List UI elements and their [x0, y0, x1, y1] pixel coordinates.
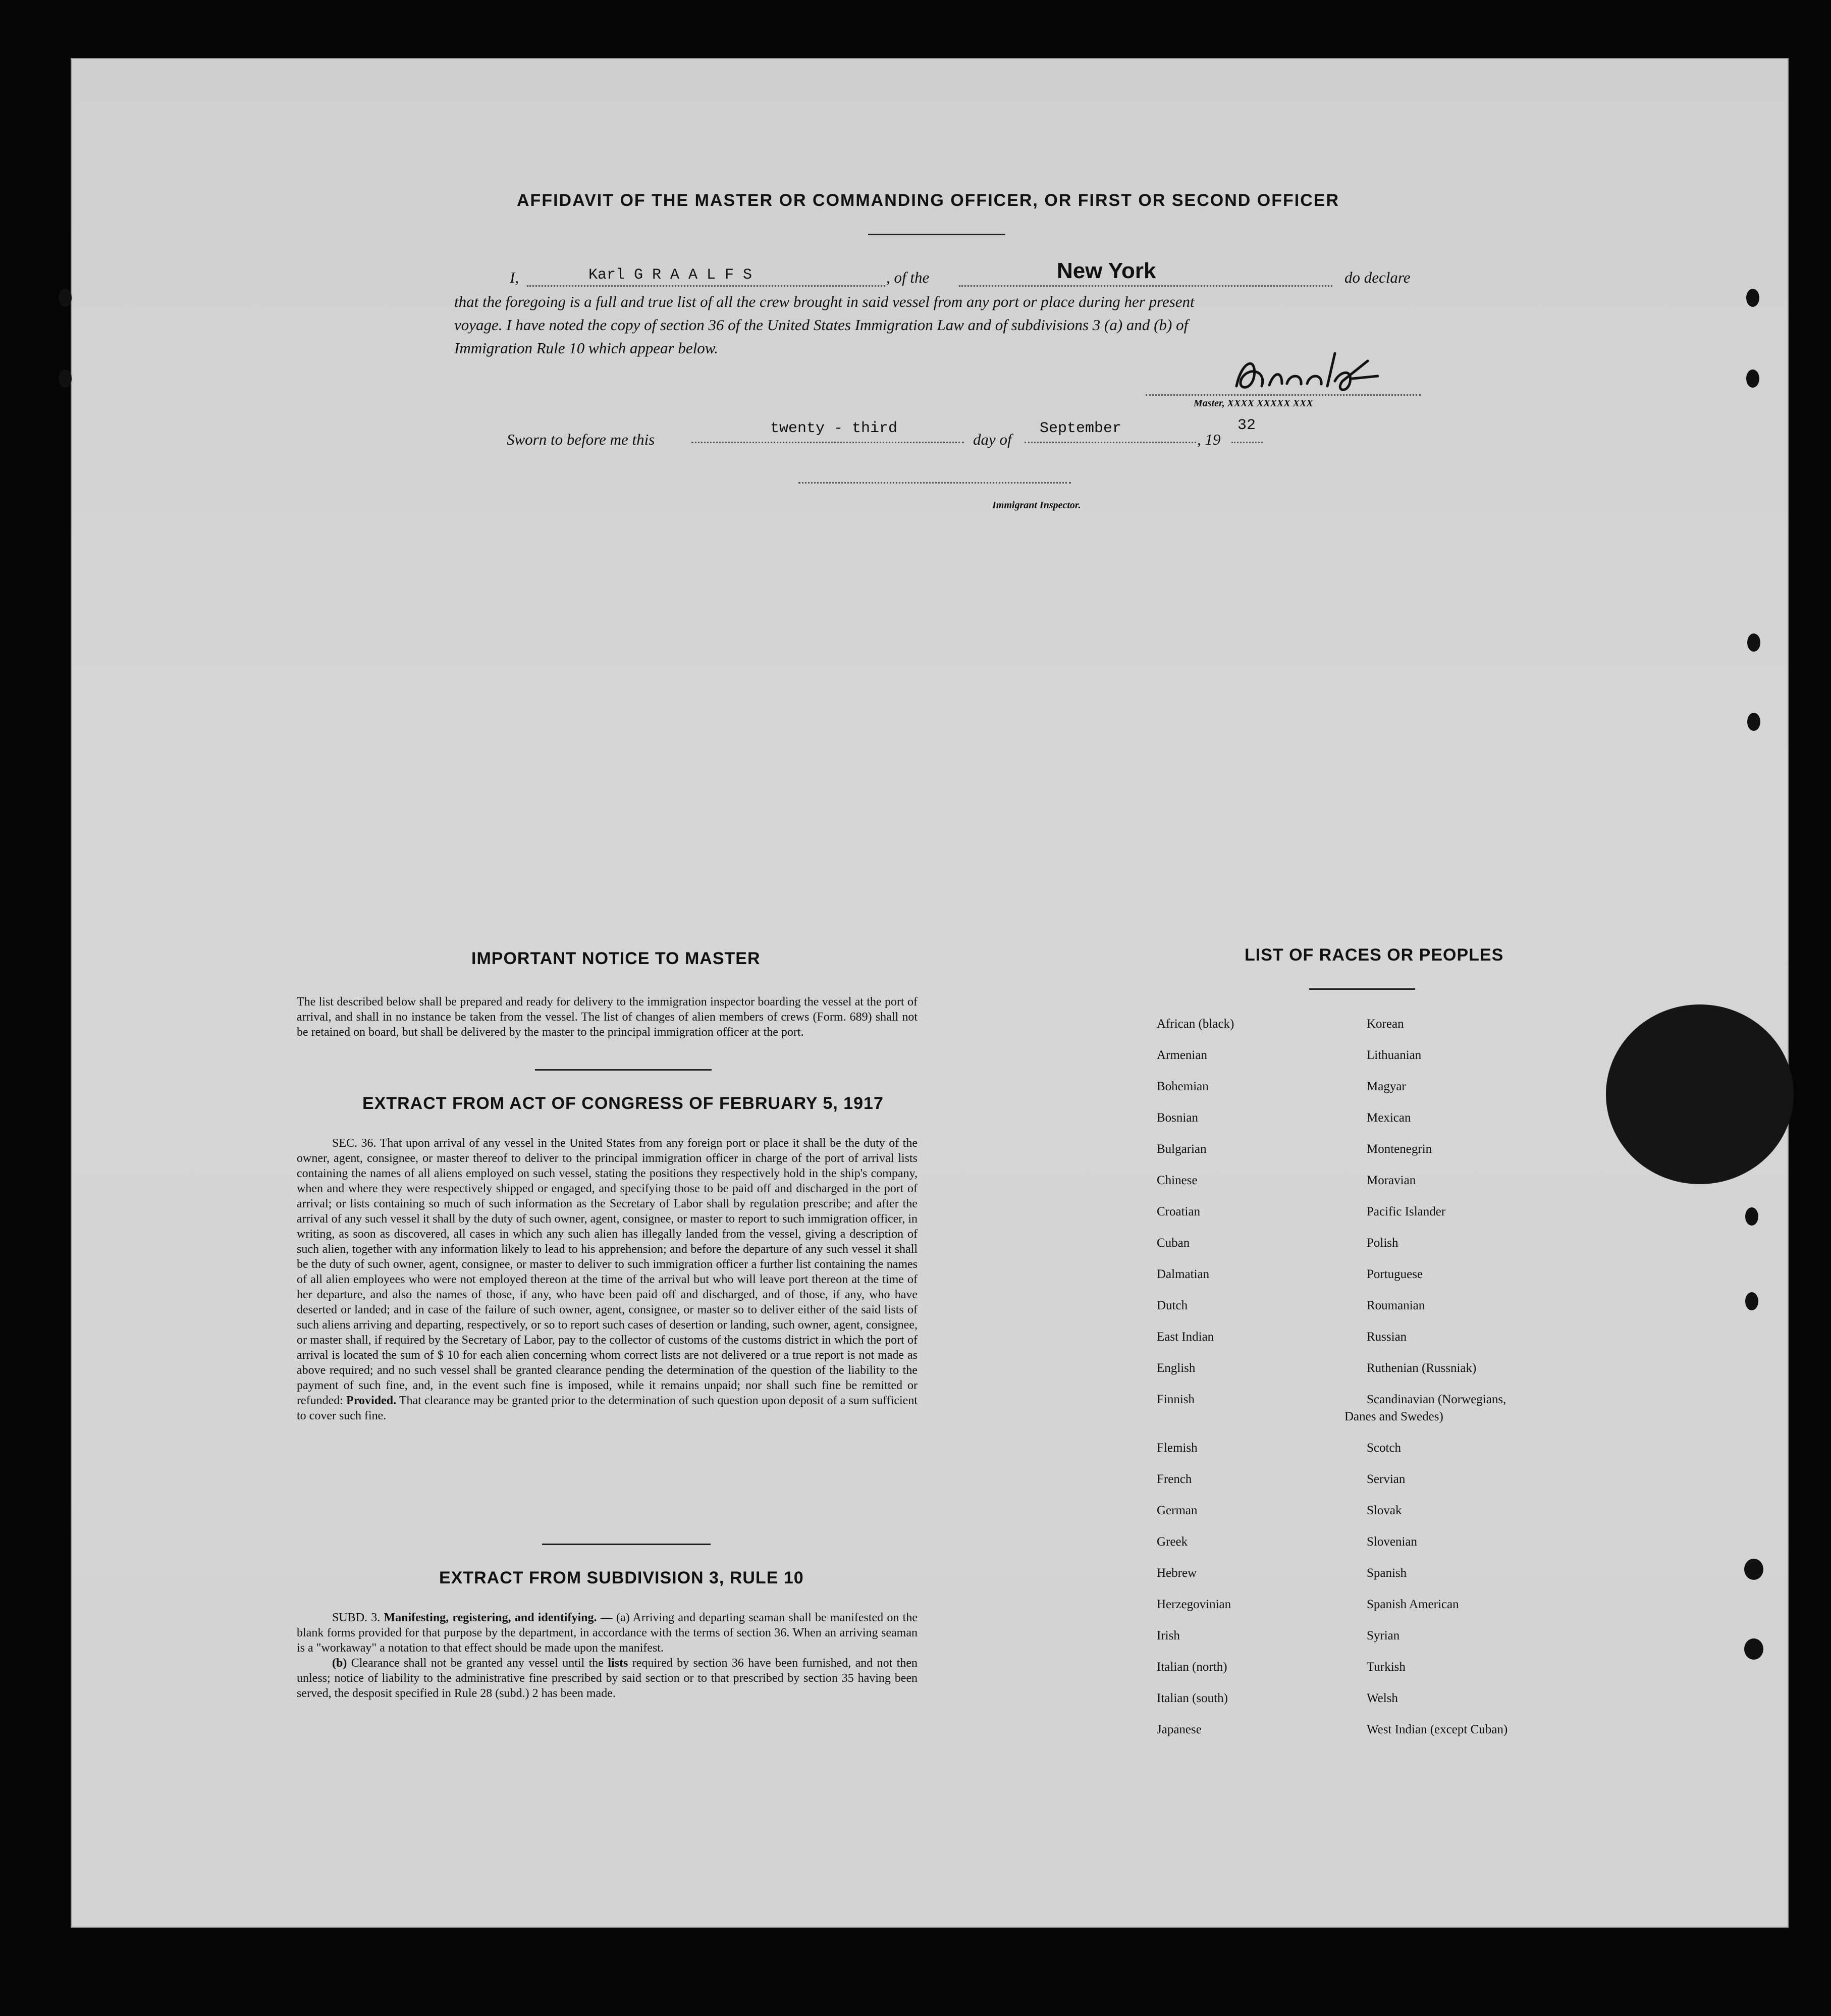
race-item: Portuguese [1367, 1267, 1423, 1281]
race-item: Herzegovinian [1157, 1598, 1231, 1611]
rule10-b-text-2: required by section 36 have been furnished, and not then unless; notice of liability to the administrative fine prescribed by said section or to that prescribed by section 35 having been served, the desposit specified in Rule 28 (subd.) 2 has been made. [297, 1657, 918, 1700]
vessel-name: New York [1057, 258, 1156, 283]
race-item: Ruthenian (Russniak) [1367, 1361, 1477, 1375]
affidavit-line-2: that the foregoing is a full and true list of all the crew brought in said vessel from any port or place during her present [454, 293, 1195, 310]
race-item: Bulgarian [1157, 1142, 1207, 1156]
races-rule [1309, 988, 1415, 990]
race-item: Polish [1367, 1236, 1398, 1250]
race-item: Korean [1367, 1017, 1404, 1031]
binder-hole [1747, 633, 1760, 652]
act-text [297, 1136, 918, 1423]
race-item: Welsh [1367, 1691, 1398, 1705]
race-item: Irish [1157, 1629, 1180, 1642]
ink-blot [1606, 1004, 1794, 1184]
race-item: Croatian [1157, 1205, 1201, 1218]
master-name: Karl G R A A L F S [588, 267, 752, 284]
race-item: Scandinavian (Norwegians, [1367, 1393, 1506, 1406]
rule10-subd-label: SUBD. 3. [332, 1611, 381, 1624]
race-item: African (black) [1157, 1017, 1234, 1031]
affidavit-of-the: , of the [886, 269, 930, 286]
rule10-b-text-1: Clearance shall not be granted any vessel until the [351, 1657, 604, 1670]
sworn-label: Sworn to before me this [507, 431, 655, 448]
race-item: Italian (south) [1157, 1691, 1228, 1705]
race-item: Magyar [1367, 1080, 1406, 1093]
notice-title: IMPORTANT NOTICE TO MASTER [471, 949, 761, 968]
race-item: Pacific Islander [1367, 1205, 1446, 1218]
act-provided: Provided. [346, 1394, 397, 1407]
master-signature [1226, 351, 1383, 396]
rule10-subd-heading: Manifesting, registering, and identifying. [384, 1611, 597, 1624]
race-item: Mexican [1367, 1111, 1411, 1125]
race-item: Japanese [1157, 1723, 1202, 1736]
inspector-label: Immigrant Inspector. [992, 500, 1081, 511]
race-item: Servian [1367, 1472, 1406, 1486]
race-item: Italian (north) [1157, 1660, 1227, 1674]
affidavit-do-declare: do declare [1344, 269, 1411, 286]
year-line [1231, 442, 1263, 443]
sworn-year: 32 [1237, 417, 1256, 434]
notice-text: The list described below shall be prepared and ready for delivery to the immigration inspector boarding the vessel at the port of arrival, and shall in no instance be taken from the vessel. The list of changes of alien members of crews (Form. 689) shall not be retained on board, but shall be delivered by the master to the principal immigration officer at the port. [297, 995, 918, 1039]
sworn-day: twenty - third [770, 420, 898, 437]
binder-hole [1746, 289, 1759, 307]
race-item: Lithuanian [1367, 1048, 1422, 1062]
race-item: Bohemian [1157, 1080, 1209, 1093]
race-item: Spanish American [1367, 1598, 1459, 1611]
race-item: Chinese [1157, 1174, 1198, 1187]
race-item: Syrian [1367, 1629, 1400, 1642]
race-item: Danes and Swedes) [1344, 1410, 1443, 1423]
notice-rule [535, 1069, 712, 1071]
name-line [527, 285, 885, 287]
race-item: Dalmatian [1157, 1267, 1210, 1281]
binder-hole [59, 369, 72, 388]
act-body-end: That clearance may be granted prior to the determination of such question upon deposit of a sum sufficient to cover such fine. [297, 1394, 918, 1422]
sworn-month: September [1040, 420, 1122, 437]
race-item: French [1157, 1472, 1192, 1486]
rule10-title: EXTRACT FROM SUBDIVISION 3, RULE 10 [439, 1568, 804, 1587]
affidavit-i-label: I, [510, 269, 519, 286]
race-item: Finnish [1157, 1393, 1195, 1406]
affidavit-title: AFFIDAVIT OF THE MASTER OR COMMANDING OFFICER, OR FIRST OR SECOND OFFICER [517, 191, 1339, 210]
race-item: East Indian [1157, 1330, 1214, 1344]
day-of-label: day of [973, 431, 1012, 448]
binder-hole [1745, 1292, 1758, 1310]
rule10-a-text: — (a) Arriving and departing seaman shall be manifested on the blank forms provided for that purpose by the department, in accordance with the terms of section 36. When an arriving seaman is a "workaway" a notation to that effect should be made upon the manifest. [297, 1611, 918, 1655]
day-line [691, 442, 964, 443]
vessel-line [959, 285, 1332, 287]
affidavit-line-4: Immigration Rule 10 which appear below. [454, 339, 718, 357]
affidavit-line-3: voyage. I have noted the copy of section 36 of the United States Immigration Law and of subdivisions 3 (a) and (b) of [454, 316, 1189, 334]
binder-hole [1744, 1559, 1763, 1580]
race-item: Bosnian [1157, 1111, 1198, 1125]
title-rule [868, 234, 1005, 235]
race-item: Turkish [1367, 1660, 1406, 1674]
signature-line [1146, 394, 1421, 396]
binder-hole [59, 289, 72, 307]
act-rule [542, 1544, 711, 1545]
act-title: EXTRACT FROM ACT OF CONGRESS OF FEBRUARY 5, 1917 [362, 1094, 884, 1113]
race-item: Montenegrin [1367, 1142, 1432, 1156]
race-item: Scotch [1367, 1441, 1402, 1455]
race-item: West Indian (except Cuban) [1367, 1723, 1508, 1736]
inspector-line [798, 482, 1071, 484]
binder-hole [1744, 1638, 1763, 1660]
race-item: Cuban [1157, 1236, 1190, 1250]
binder-hole [1746, 369, 1759, 388]
rule10-text [297, 1610, 918, 1701]
race-item: English [1157, 1361, 1196, 1375]
race-item: Dutch [1157, 1299, 1188, 1312]
race-item: German [1157, 1504, 1198, 1517]
act-body: SEC. 36. That upon arrival of any vessel in the United States from any foreign port or place it shall be the duty of the owner, agent, consignee, or master thereof to deliver to the principal immigration officer in charge of the port of arrival lists containing the names of all aliens employed on such vessel, stating the positions they respectively hold in the ship's company, when and where they were respectively shipped or engaged, and specifying those to be paid off and discharged in the port of arrival; or lists containing so much of such information as the Secretary of Labor shall by regulation prescribe; and after the arrival of any such vessel it shall by the duty of such owner, agent, consignee, or master to report to such immigration officer, in writing, as soon as discovered, all cases in which any such alien has illegally landed from the vessel, giving a description of such alien, together with any information likely to lead to his apprehension; and before the departure of any such vessel it shall be the duty of such owner, agent, consignee, or master to deliver to such immigration officer a further list containing the names of all alien employees who were not employed thereon at the time of the arrival but who will leave port thereon at the time of her departure, and also the names of those, if any, who have been paid off and discharged, and of those, if any, who have deserted or landed; and in case of the failure of such owner, agent, consignee, or master so to deliver either of the said lists of such aliens arriving and departing, respectively, or so to report such cases of desertion or landing, such owner, agent, consignee, or master shall, if required by the Secretary of Labor, pay to the collector of customs of the customs district in which the port of arrival is located the sum of $ 10 for each alien concerning whom correct lists are not delivered or a true report is not made as above required; and no such vessel shall be granted clearance pending the determination of the question of the liability to the payment of such fine, and, in the event such fine is imposed, while it remains unpaid; nor shall such fine be remitted or refunded: [297, 1137, 918, 1407]
race-item: Flemish [1157, 1441, 1198, 1455]
race-item: Moravian [1367, 1174, 1416, 1187]
races-title: LIST OF RACES OR PEOPLES [1245, 945, 1504, 965]
race-item: Roumanian [1367, 1299, 1425, 1312]
rule10-b-label: (b) [332, 1657, 347, 1670]
race-item: Slovak [1367, 1504, 1402, 1517]
signature-caption: Master, XXXX XXXXX XXX [1194, 398, 1313, 409]
binder-hole [1747, 713, 1760, 731]
race-item: Hebrew [1157, 1566, 1197, 1580]
rule10-b-lists: lists [608, 1657, 628, 1670]
binder-hole [1745, 1207, 1758, 1226]
race-item: Armenian [1157, 1048, 1207, 1062]
race-item: Slovenian [1367, 1535, 1417, 1549]
race-item: Spanish [1367, 1566, 1407, 1580]
race-item: Russian [1367, 1330, 1407, 1344]
month-line [1025, 442, 1196, 443]
race-item: Greek [1157, 1535, 1188, 1549]
year-prefix: , 19 [1197, 431, 1221, 448]
